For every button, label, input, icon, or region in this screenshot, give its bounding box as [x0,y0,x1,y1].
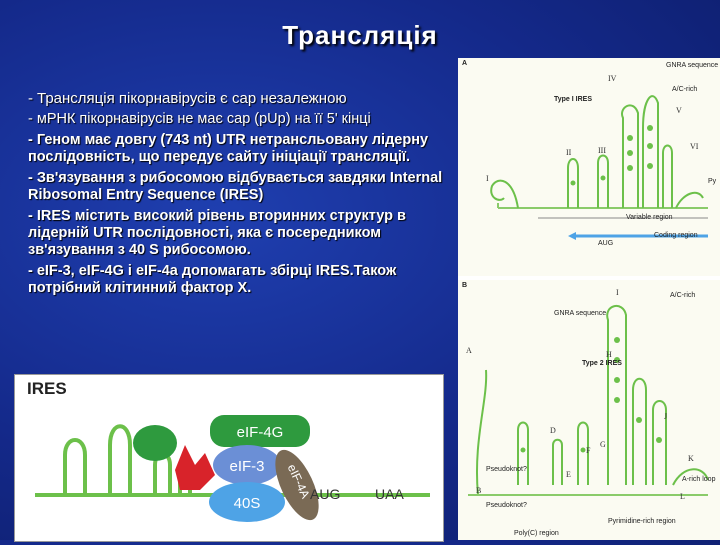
py-label: Py [708,178,717,185]
roman-vi: VI [690,142,699,151]
bullet-item: - IRES містить високий рівень вторинних структур в лідерній UTR послідовності, яка є посередником зв'язування з 40 S рибосомою. [28,208,406,258]
uaa-codon: UAA [375,486,404,502]
eif3-label: eIF-3 [229,458,265,475]
roman-b-e: E [566,470,571,479]
roman-b-d: D [550,426,556,435]
bullet-item: - Геном має довгу (743 nt) UTR нетрансльовану лідерну послідовність, що передує сайту ініціації трансляції. [28,132,429,165]
ac-rich-label: A/C-rich [672,86,698,93]
roman-b-g: G [600,440,606,449]
polyc-label: Poly(C) region [514,530,559,537]
b-ac-rich-label: A/C-rich [670,292,696,299]
roman-i: I [486,174,489,183]
aug-label: AUG [598,240,614,247]
panel-b-letter: B [462,282,468,289]
bullet-item: - Трансляція пікорнавірусів є cap незалежною [28,90,347,107]
roman-iv: IV [608,74,617,83]
aug-codon: AUG [310,486,341,502]
type1-label: Type I IRES [554,96,592,103]
pyrimidine-label: Pyrimidine-rich region [608,518,676,525]
roman-b-a: A [466,346,472,355]
type2-ires-drawing [458,280,720,540]
pseudoknot-label-1: Pseudoknot? [486,466,527,473]
bullet-item: - Зв'язування з рибосомою відбувається завдяки Internal Ribosomal Entry Sequence (IRES) [28,170,443,203]
pseudoknot-label-2: Pseudoknot? [486,502,527,509]
eif4a-label: eIF-4A [284,462,313,501]
s40-label: 40S [233,495,261,512]
coding-region-label: Coding region [654,232,698,239]
roman-b-j: J [664,412,668,421]
a-rich-loop-label: A-rich loop [682,476,716,483]
ires-structure-figure [458,58,720,540]
roman-b-i: I [616,288,619,297]
roman-b-k: K [688,454,694,463]
roman-ii: II [566,148,572,157]
bullet-item: - eIF-3, eIF-4G і eIF-4a допомагать збірці IRES.Також потрібний клітинний фактор X. [28,263,397,296]
panel-a-letter: A [462,60,468,67]
roman-b-b: B [476,486,482,495]
roman-v: V [676,106,682,115]
ires-complex-diagram [14,374,444,542]
eif4g-label: eIF-4G [236,424,284,441]
bullet-item: - мРНК пікорнавірусів не має cap (pUp) на її 5' кінці [28,111,371,127]
variable-region-label: Variable region [626,214,673,221]
panel-b [458,280,720,540]
type2-label: Type 2 IRES [582,360,622,367]
slide-title: Трансляція [282,20,438,50]
b-gnra-label: GNRA sequence [554,310,607,317]
panel-a [458,58,720,276]
gnra-label: GNRA sequence [666,62,719,69]
ires-title: IRES [27,379,67,398]
roman-b-h: H [606,350,612,359]
roman-b-f: F [586,446,591,455]
roman-b-l: L [680,492,685,501]
ires-complex-drawing [15,375,443,541]
bullet-list [28,90,460,301]
roman-iii: III [598,146,606,155]
